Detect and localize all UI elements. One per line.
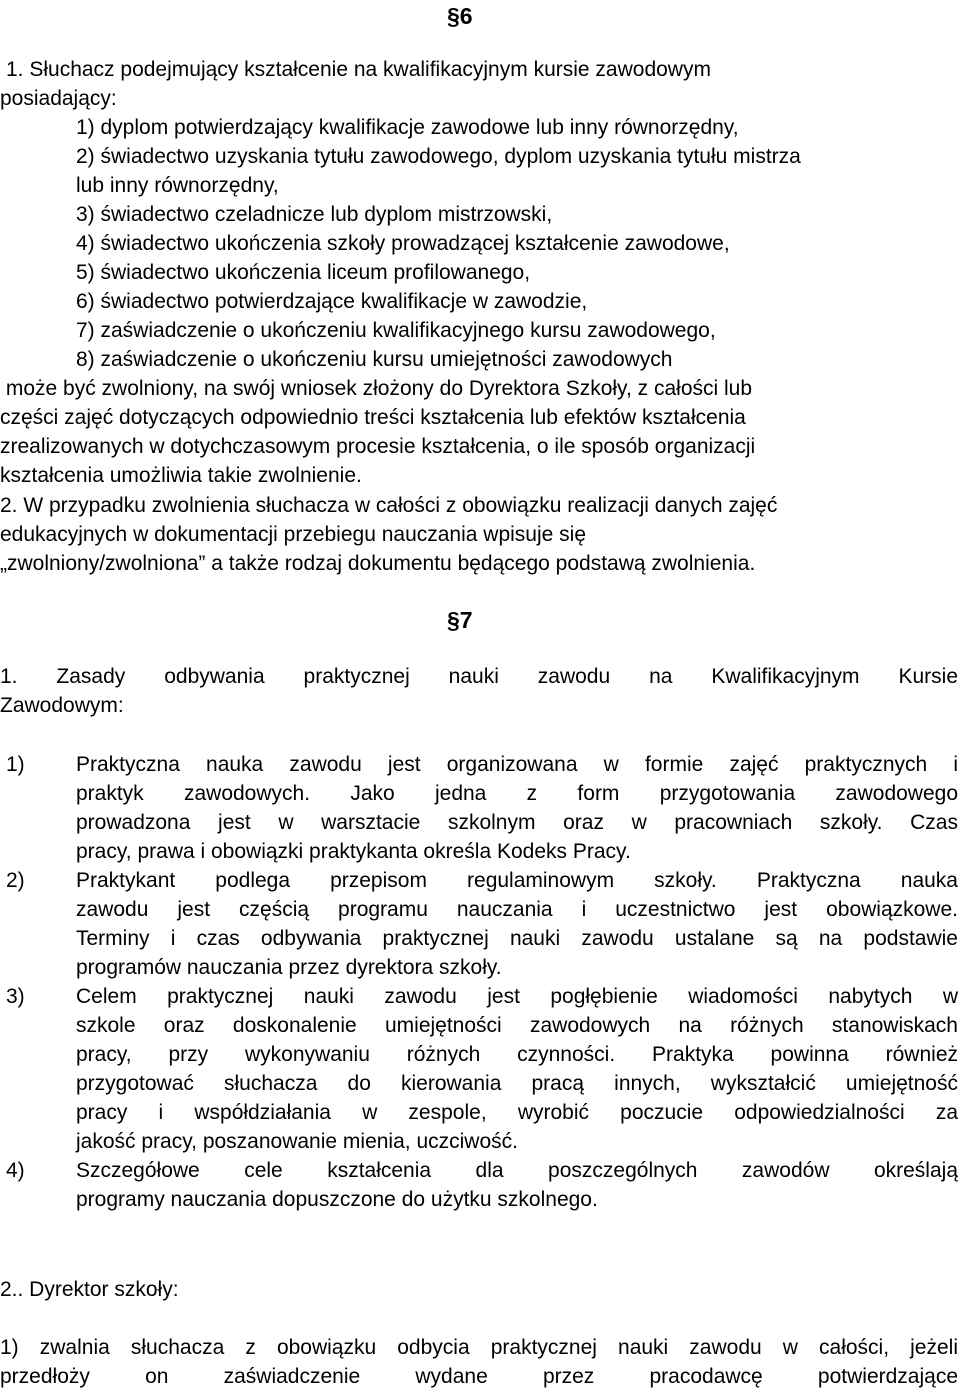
- text-line: pracy, przy wykonywaniu różnych czynności. Praktyka powinna również: [76, 1043, 958, 1066]
- text-line: zrealizowanych w dotychczasowym procesie kształcenia, o ile sposób organizacji: [0, 435, 756, 458]
- text-line: Zawodowym:: [0, 694, 124, 717]
- text-line: programy nauczania dopuszczone do użytku szkolnego.: [76, 1188, 598, 1211]
- text-line: 2.. Dyrektor szkoły:: [0, 1278, 179, 1301]
- text-line: 1. Słuchacz podejmujący kształcenie na kwalifikacyjnym kursie zawodowym: [6, 58, 711, 81]
- s7-rules-list: [0, 750, 958, 1214]
- text-line: przygotować słuchacza do kierowania pracą innych, wykształcić umiejętność: [76, 1072, 958, 1095]
- s7-point-1-intro: [0, 662, 958, 720]
- text-line: prowadzona jest w warsztacie szkolnym oraz w pracowniach szkoły. Czas: [76, 811, 958, 834]
- s6-point-1-tail: [0, 374, 958, 490]
- list-number: 2): [6, 869, 25, 892]
- list-item: 2) świadectwo uzyskania tytułu zawodowego, dyplom uzyskania tytułu mistrza: [76, 145, 801, 168]
- list-item: 8) zaświadczenie o ukończeniu kursu umiejętności zawodowych: [76, 348, 673, 371]
- s6-point-1-intro: [0, 55, 958, 113]
- text-line: programów nauczania przez dyrektora szkoły.: [76, 956, 502, 979]
- text-line: „zwolniony/zwolniona” a także rodzaj dokumentu będącego podstawą zwolnienia.: [0, 552, 756, 575]
- text-line: Szczegółowe cele kształcenia dla poszczególnych zawodów określają: [76, 1159, 958, 1182]
- text-line: praktyk zawodowych. Jako jedna z form przygotowania zawodowego: [76, 782, 958, 805]
- section-heading-7: §7: [447, 607, 473, 633]
- s7-point-2-heading: [0, 1275, 958, 1304]
- text-line: posiadający:: [0, 87, 117, 110]
- section-heading-6: §6: [447, 3, 473, 29]
- text-line: Praktykant podlega przepisom regulaminowym szkoły. Praktyczna nauka: [76, 869, 958, 892]
- list-item: 1) dyplom potwierdzający kwalifikacje zawodowe lub inny równorzędny,: [76, 116, 739, 139]
- text-line: jakość pracy, poszanowanie mienia, uczciwość.: [76, 1130, 518, 1153]
- text-line: Celem praktycznej nauki zawodu jest pogłębienie wiadomości nabytych w: [76, 985, 958, 1008]
- list-item: 3) świadectwo czeladnicze lub dyplom mistrzowski,: [76, 203, 553, 226]
- text-line: kształcenia umożliwia takie zwolnienie.: [0, 464, 362, 487]
- list-number: 3): [6, 985, 25, 1008]
- list-item: 7) zaświadczenie o ukończeniu kwalifikacyjnego kursu zawodowego,: [76, 319, 716, 342]
- text-line: szkole oraz doskonalenie umiejętności zawodowych na różnych stanowiskach: [76, 1014, 958, 1037]
- text-line: przedłoży on zaświadczenie wydane przez pracodawcę potwierdzające: [0, 1365, 958, 1388]
- text-line: pracy i współdziałania w zespole, wyrobić poczucie odpowiedzialności za: [76, 1101, 958, 1124]
- text-line: pracy, prawa i obowiązki praktykanta określa Kodeks Pracy.: [76, 840, 631, 863]
- list-number: 1): [6, 753, 25, 776]
- text-line: może być zwolniony, na swój wniosek złożony do Dyrektora Szkoły, z całości lub: [0, 377, 753, 400]
- list-item: 6) świadectwo potwierdzające kwalifikacje w zawodzie,: [76, 290, 588, 313]
- list-item: lub inny równorzędny,: [76, 174, 279, 197]
- s7-point-2-body: [0, 1333, 958, 1391]
- text-line: 1) zwalnia słuchacza z obowiązku odbycia praktycznej nauki zawodu w całości, jeżeli: [0, 1336, 958, 1359]
- text-line: edukacyjnych w dokumentacji przebiegu nauczania wpisuje się: [0, 523, 587, 546]
- list-item: [0, 982, 958, 1156]
- text-line: Terminy i czas odbywania praktycznej nauki zawodu ustalane są na podstawie: [76, 927, 958, 950]
- list-item: [0, 1156, 958, 1214]
- text-line: zawodu jest częścią programu nauczania i uczestnictwo jest obowiązkowe.: [76, 898, 958, 921]
- text-line: 2. W przypadku zwolnienia słuchacza w całości z obowiązku realizacji danych zajęć: [0, 494, 778, 517]
- s6-point-2: [0, 491, 958, 578]
- list-item: 4) świadectwo ukończenia szkoły prowadzącej kształcenie zawodowe,: [76, 232, 730, 255]
- list-item: [0, 866, 958, 982]
- list-item: 5) świadectwo ukończenia liceum profilowanego,: [76, 261, 531, 284]
- list-item: [0, 750, 958, 866]
- list-number: 4): [6, 1159, 25, 1182]
- text-line: Praktyczna nauka zawodu jest organizowana w formie zajęć praktycznych i: [76, 753, 958, 776]
- text-line: części zajęć dotyczących odpowiednio treści kształcenia lub efektów kształcenia: [0, 406, 746, 429]
- text-line: 1. Zasady odbywania praktycznej nauki zawodu na Kwalifikacyjnym Kursie: [0, 665, 958, 688]
- s6-document-list: [76, 113, 956, 374]
